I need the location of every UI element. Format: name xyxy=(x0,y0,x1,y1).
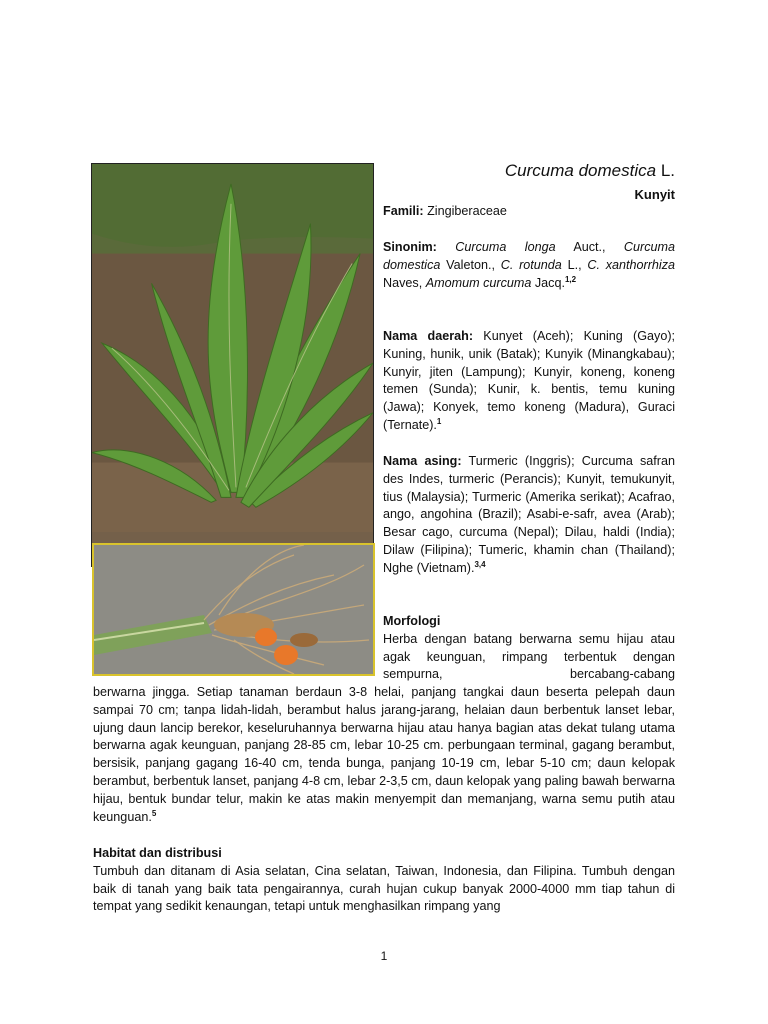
nama-daerah-paragraph xyxy=(383,328,675,435)
synonym-author: L., xyxy=(567,257,582,272)
reference-superscript: 3,4 xyxy=(474,559,486,569)
turmeric-rhizome-photo xyxy=(92,543,375,676)
famili-label: Famili: xyxy=(383,204,424,218)
nama-asing-text: Turmeric (Inggris); Curcuma safran des Indes, turmeric (Perancis); Kunyit, temukunyit, tius (Malaysia); Turmeric (Amerika serikat); Acafrao, ango, angohina (Brazil); Asabi-e-safr, avea (Arab); Besar cago, curcuma (Nepal); Dilau, haldi (India); Dilaw (Filipina); Tumeric, khamin chan (Thailand); Nghe (Vietnam). xyxy=(383,454,676,575)
species-title xyxy=(505,160,675,182)
reference-superscript: 1 xyxy=(436,416,442,426)
synonym-name: C. xanthorrhiza xyxy=(587,257,676,272)
nama-asing-paragraph xyxy=(383,453,675,578)
synonym-author: Auct., xyxy=(573,240,606,254)
synonym-name: Amomum curcuma xyxy=(425,275,532,290)
famili-paragraph xyxy=(383,203,675,221)
reference-superscript: 1,2 xyxy=(564,274,577,284)
habitat-section xyxy=(93,845,675,916)
turmeric-plant-photo xyxy=(91,163,374,567)
nama-asing-label: Nama asing: xyxy=(383,454,462,468)
nama-daerah-text: Kunyet (Aceh); Kuning (Gayo); Kuning, hunik, unik (Batak); Kunyik (Minangkabau); Kunyir, jiten (Lampung); Kunyir, koneng, koneng temen (Sunda); Kunir, k. bentis, temu kuning (Jawa); Konyek, temo koneng (Madura), Guraci (Ternate). xyxy=(383,329,676,432)
morfologi-text-full xyxy=(93,684,675,826)
habitat-heading: Habitat dan distribusi xyxy=(93,846,222,860)
morfologi-text-column: Herba dengan batang berwarna semu hijau atau agak keunguan, rimpang terbentuk dengan sempurna, bercabang-cabang xyxy=(383,631,675,682)
synonym-author: Naves, xyxy=(383,275,423,290)
synonym-name: Curcuma longa xyxy=(455,240,556,254)
nama-daerah-label: Nama daerah: xyxy=(383,329,474,343)
morfologi-section xyxy=(383,613,675,684)
habitat-text: Tumbuh dan ditanam di Asia selatan, Cina selatan, Taiwan, Indonesia, dan Filipina. Tumbuh dengan baik di tanah yang baik tata pengairannya, curah hujan cukup banyak 2000-4000 mm tiap tahun di tempat yang sedikit kenaungan, tetapi untuk menghasilkan rimpang yang xyxy=(93,863,675,914)
sinonim-paragraph xyxy=(383,239,675,292)
reference-superscript: 5 xyxy=(151,808,157,818)
sinonim-label: Sinonim: xyxy=(383,240,437,254)
synonym-name: Curcuma domestica xyxy=(383,240,676,272)
morfologi-heading: Morfologi xyxy=(383,614,441,628)
synonym-author: Valeton., xyxy=(446,257,495,272)
synonym-author: Jacq. xyxy=(534,275,565,290)
morfologi-text: berwarna jingga. Setiap tanaman berdaun 3-8 helai, panjang tangkai daun beserta pelepah daun sampai 70 cm; tanpa lidah-lidah, berambut halus jarang-jarang, helaian daun berbentuk lanset lebar, ujung daun lancip berekor, keseluruhannya berwarna hijau atau hanya bagian atas dekat tulang utama berwarna agak keunguan, panjang 28-85 cm, lebar 10-25 cm. perbungaan terminal, gagang berambut, bersisik, panjang gagang 16-40 cm, tenda bunga, panjang 10-19 cm, lebar 5-10 cm; daun kelopak berambut, berbentuk lanset, panjang 4-8 cm, lebar 2-3,5 cm, daun kelopak yang paling bawah berwarna hijau, bentuk bundar telur, makin ke atas makin menyempit dan memanjang, warna semu putih atau keunguan. xyxy=(93,685,675,824)
common-name: Kunyit xyxy=(634,187,675,202)
synonym-name: C. rotunda xyxy=(500,257,562,272)
famili-value: Zingiberaceae xyxy=(427,204,507,218)
page-number: 1 xyxy=(380,949,388,963)
species-author: L. xyxy=(660,161,675,180)
species-name: Curcuma domestica xyxy=(504,161,657,180)
